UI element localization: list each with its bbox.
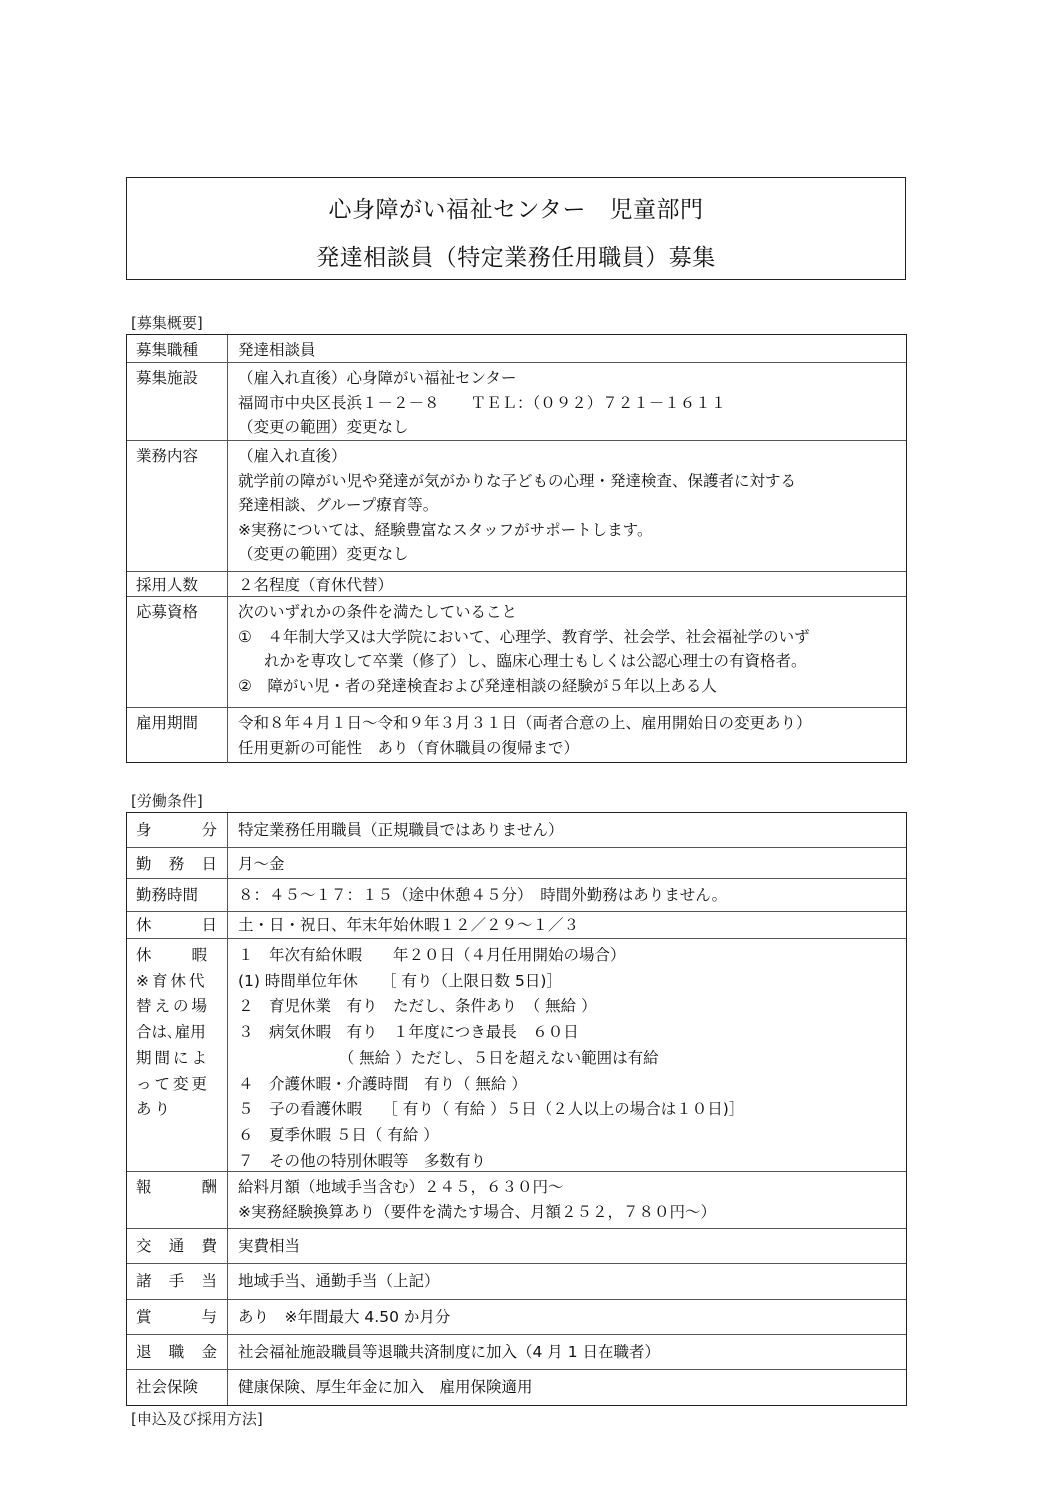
header-char: 報 — [136, 1178, 152, 1196]
row-header — [127, 1264, 228, 1299]
conditions-table — [126, 812, 907, 1406]
header-char: 酬 — [201, 1178, 217, 1196]
row-line: （変更の範囲）変更なし — [238, 418, 409, 436]
table-row — [127, 1263, 906, 1299]
row-line: 給料月額（地域手当含む）２４５，６３０円～ — [238, 1178, 564, 1196]
row-line: 土・日・祝日、年末年始休暇１２／２９～１／３ — [238, 916, 580, 934]
row-line: ※実務については、経験豊富なスタッフがサポートします。 — [238, 520, 653, 539]
row-line: （雇入れ直後） — [238, 447, 347, 465]
row-header: 雇用期間 — [127, 708, 228, 763]
header-char: 退 — [136, 1343, 152, 1361]
row-line: ② 障がい児・者の発達検査および発達相談の経験が５年以上ある人 — [238, 676, 717, 695]
header-char: 金 — [201, 1343, 217, 1361]
row-line: 発達相談、グループ療育等。 — [238, 496, 439, 514]
row-body — [229, 813, 906, 847]
row-body — [229, 572, 906, 596]
row-line: ７ その他の特別休暇等 多数有り — [238, 1151, 487, 1170]
row-line: ４ 介護休暇・介護時間 有り（ 無給 ） — [238, 1074, 527, 1093]
row-header — [127, 848, 228, 878]
row-line: 発達相談員 — [238, 341, 316, 359]
header-line: あり — [136, 1100, 174, 1119]
header-line: 休 暇 — [136, 946, 211, 964]
row-line: (1) 時間単位年休 ［ 有り（上限日数 5日)］ — [238, 971, 562, 990]
row-body — [229, 1300, 906, 1334]
row-header: 応募資格 — [127, 597, 228, 707]
table-row — [127, 1334, 906, 1369]
row-header — [127, 1300, 228, 1334]
row-line: 健康保険、厚生年金に加入 雇用保険適用 — [238, 1378, 533, 1396]
table-row — [127, 1228, 906, 1263]
header-char: 休 — [136, 916, 152, 934]
row-header: 募集施設 — [127, 363, 228, 440]
row-body — [229, 1172, 906, 1228]
header-char: 与 — [201, 1308, 217, 1326]
section-label-conditions: [労働条件] — [131, 792, 203, 810]
row-body — [229, 441, 906, 571]
table-row — [127, 362, 906, 440]
row-line: 任用更新の可能性 あり（育休職員の復帰まで） — [238, 738, 580, 757]
row-header: 業務内容 — [127, 441, 228, 571]
row-line: 実費相当 — [238, 1237, 301, 1255]
row-body — [229, 708, 906, 763]
table-row — [127, 707, 906, 763]
row-line: １ 年次有給休暇 年２０日（４月任用開始の場合） — [238, 946, 626, 964]
table-row — [127, 571, 906, 596]
row-line: 就学前の障がい児や発達が気がかりな子どもの心理・発達検査、保護者に対する — [238, 471, 797, 490]
row-line: ２ 育児休業 有り ただし、条件あり （ 無給 ） — [238, 997, 597, 1016]
row-body — [229, 335, 906, 362]
header-char: 職 — [168, 1343, 185, 1361]
table-row — [127, 878, 906, 911]
section-label-overview: [募集概要] — [131, 314, 203, 332]
header-char: 手 — [168, 1272, 185, 1290]
row-line: ６ 夏季休暇 ５日（ 有給 ） — [238, 1125, 439, 1144]
row-line: ８：４５～１７：１５（途中休憩４５分） 時間外勤務はありません。 — [238, 886, 728, 904]
row-line: （変更の範囲）変更なし — [238, 545, 409, 563]
row-line: あり ※年間最大 4.50 か月分 — [238, 1308, 451, 1326]
header-char: 通 — [168, 1237, 185, 1255]
row-line: 令和８年４月１日～令和９年３月３１日（両者合意の上、雇用開始日の変更あり） — [238, 714, 812, 732]
row-body — [229, 1370, 906, 1405]
header-line: 替えの場 — [136, 997, 211, 1016]
row-line: 月～金 — [238, 855, 285, 873]
row-line: 次のいずれかの条件を満たしていること — [238, 603, 518, 621]
row-line: ２名程度（育休代替） — [238, 576, 394, 594]
table-row — [127, 1369, 906, 1405]
row-line: ※実務経験換算あり（要件を満たす場合、月額２５２，７８０円～） — [238, 1202, 716, 1221]
row-body — [229, 1264, 906, 1299]
row-line: ① ４年制大学又は大学院において、心理学、教育学、社会学、社会福祉学のいず — [238, 627, 810, 646]
table-row — [127, 440, 906, 571]
header-char: 当 — [201, 1272, 217, 1290]
row-line: 特定業務任用職員（正規職員ではありません） — [238, 821, 564, 839]
table-row — [127, 847, 906, 878]
row-header — [127, 813, 228, 847]
overview-table — [126, 334, 907, 763]
row-body — [229, 912, 906, 938]
table-row — [127, 335, 906, 362]
row-line: ３ 病気休暇 有り １年度につき最長 ６０日 — [238, 1023, 579, 1042]
row-header — [127, 1172, 228, 1228]
row-line: 社会福祉施設職員等退職共済制度に加入（4 月 1 日在職者） — [238, 1343, 661, 1361]
header-line: って変更 — [136, 1074, 211, 1093]
header-line: 期間によ — [136, 1048, 211, 1067]
header-line: ※育休代 — [136, 971, 208, 990]
title-line-2: 発達相談員（特定業務任用職員）募集 — [316, 245, 716, 271]
row-line: （ 無給 ）ただし、５日を超えない範囲は有給 — [238, 1048, 659, 1067]
table-row — [127, 938, 906, 1171]
header-char: 交 — [136, 1237, 152, 1255]
title-line-1: 心身障がい福祉センター 児童部門 — [328, 197, 704, 223]
header-line: 合は､雇用 — [136, 1023, 206, 1042]
row-header: 採用人数 — [127, 572, 228, 596]
row-body — [229, 1229, 906, 1263]
row-header: 社会保険 — [127, 1370, 228, 1405]
header-char: 勤 — [136, 855, 152, 873]
header-char: 日 — [201, 916, 217, 934]
row-body — [229, 363, 906, 440]
row-line: （雇入れ直後）心身障がい福祉センター — [238, 369, 517, 387]
row-header — [127, 912, 228, 938]
table-row — [127, 813, 906, 847]
row-body — [229, 879, 906, 911]
row-header: 募集職種 — [127, 335, 228, 362]
row-line: ５ 子の看護休暇 ［ 有り（ 有給 ）５日（２人以上の場合は１０日)］ — [238, 1100, 745, 1119]
section-label-application: [申込及び採用方法] — [131, 1410, 263, 1428]
row-line: 地域手当、通勤手当（上記） — [238, 1272, 440, 1290]
table-row — [127, 596, 906, 707]
title-box — [126, 177, 906, 280]
row-header — [127, 1335, 228, 1369]
header-char: 賞 — [136, 1308, 152, 1326]
table-row — [127, 1171, 906, 1228]
row-body — [229, 597, 906, 707]
header-char: 日 — [201, 855, 217, 873]
row-header — [127, 939, 228, 1171]
header-char: 務 — [168, 855, 185, 873]
row-line: 福岡市中央区長浜１－２－８ ＴＥＬ：（０９２）７２１－１６１１ — [238, 393, 727, 412]
row-body — [229, 848, 906, 878]
table-row — [127, 911, 906, 938]
row-body — [229, 939, 906, 1171]
row-body — [229, 1335, 906, 1369]
header-char: 分 — [201, 821, 217, 839]
row-header — [127, 1229, 228, 1263]
header-char: 諸 — [136, 1272, 152, 1290]
header-char: 身 — [136, 821, 152, 839]
header-char: 費 — [201, 1237, 217, 1255]
row-header: 勤務時間 — [127, 879, 228, 911]
table-row — [127, 1299, 906, 1334]
row-line: れかを専攻して卒業（修了）し、臨床心理士もしくは公認心理士の有資格者。 — [264, 652, 807, 670]
